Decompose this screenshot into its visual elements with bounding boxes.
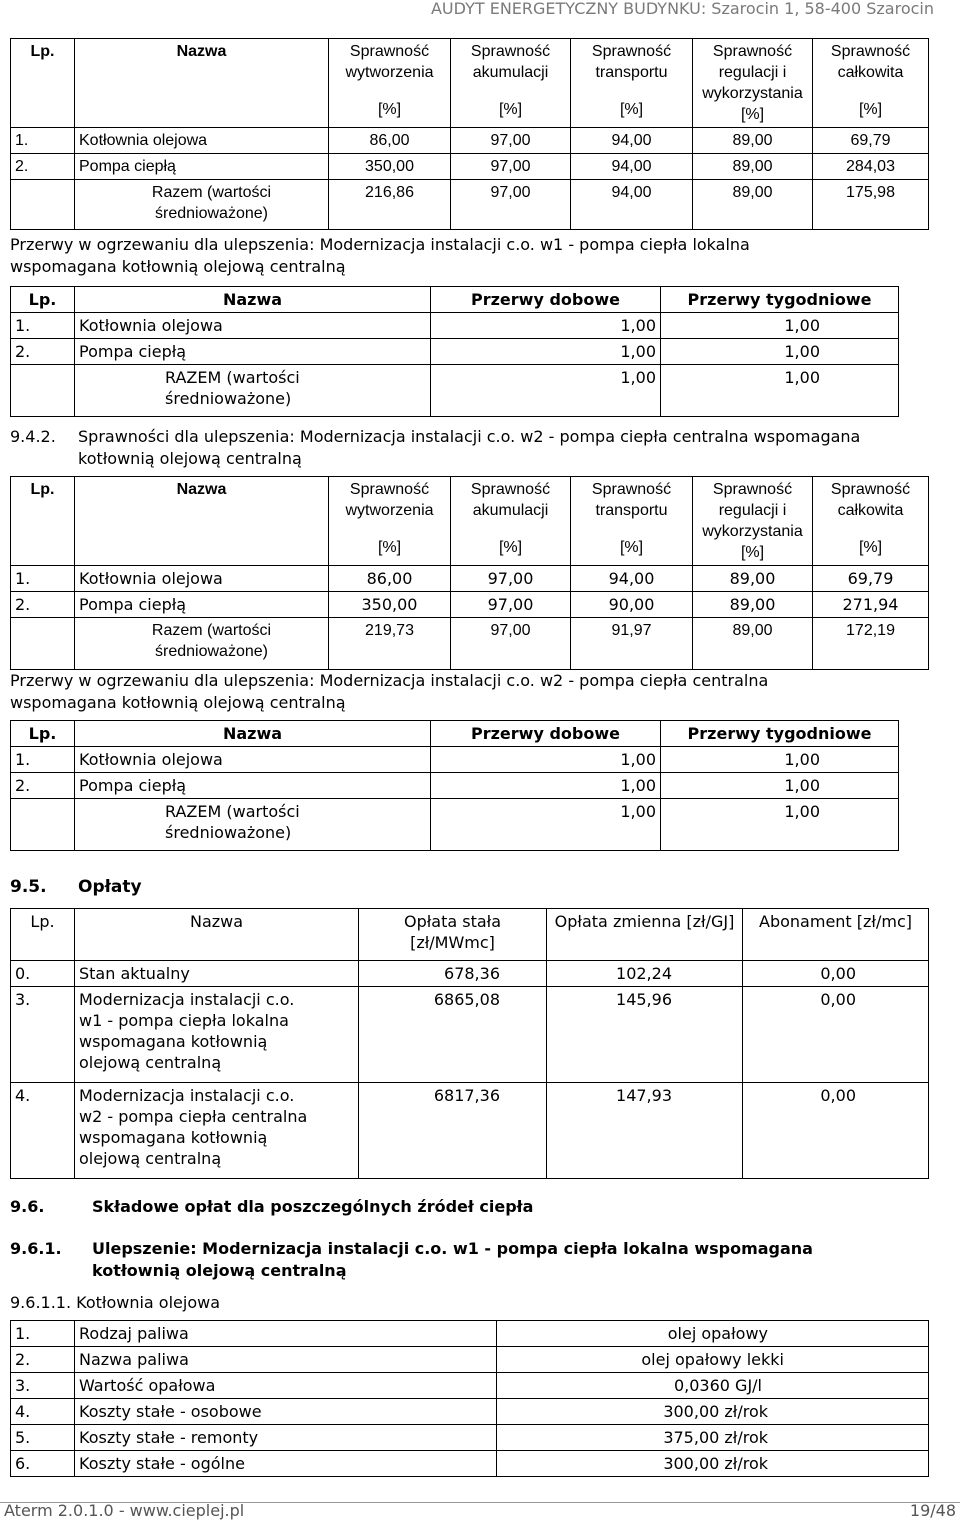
table-row: 2. Pompa ciepłą 350,00 97,00 94,00 89,00 284,03 — [11, 154, 929, 180]
table-row: 0. Stan aktualny 678,36 102,24 0,00 — [11, 961, 929, 987]
breaks-caption-2: Przerwy w ogrzewaniu dla ulepszenia: Modernizacja instalacji c.o. w2 - pompa ciepła centralna wspomagana kotłownią olejową centralną — [10, 671, 769, 712]
total-row: RAZEM (wartości średnioważone) 1,00 1,00 — [11, 799, 899, 851]
section-96-title: Składowe opłat dla poszczególnych źródeł ciepła — [92, 1197, 534, 1216]
col-name: Nazwa — [75, 39, 329, 128]
footer-page-number: 19/48 — [909, 1501, 956, 1520]
section-961-title: Ulepszenie: Modernizacja instalacji c.o. w1 - pompa ciepła lokalna wspomagana kotłownią olejową centralną — [92, 1239, 813, 1280]
section-95-number: 9.5. — [10, 877, 47, 897]
table-row: 5. Koszty stałe - remonty 375,00 zł/rok — [11, 1425, 929, 1451]
efficiency-table-1 — [10, 38, 929, 230]
total-row: RAZEM (wartości średnioważone) 1,00 1,00 — [11, 365, 899, 417]
col-total: Sprawność całkowita [%] — [813, 39, 929, 128]
section-9611-title: 9.6.1.1. Kotłownia olejowa — [10, 1293, 221, 1312]
table-row: 4. Koszty stałe - osobowe 300,00 zł/rok — [11, 1399, 929, 1425]
table-row: 3. Modernizacja instalacji c.o. w1 - pompa ciepła lokalna wspomagana kotłownią olejową centralną 6865,08 145,96 0,00 — [11, 987, 929, 1083]
table-row: 2. Pompa ciepłą 1,00 1,00 — [11, 773, 899, 799]
section-942-number: 9.4.2. — [10, 427, 56, 446]
table-row: 4. Modernizacja instalacji c.o. w2 - pompa ciepła centralna wspomagana kotłownią olejową centralną 6817,36 147,93 0,00 — [11, 1083, 929, 1179]
table-row: 1. Kotłownia olejowa 86,00 97,00 94,00 89,00 69,79 — [11, 566, 929, 592]
col-transport: Sprawność transportu [%] — [571, 39, 693, 128]
breaks-caption-1: Przerwy w ogrzewaniu dla ulepszenia: Modernizacja instalacji c.o. w1 - pompa ciepła lokalna wspomagana kotłownią olejową centralną — [10, 235, 750, 276]
params-table — [10, 1320, 929, 1477]
col-regulation: Sprawność regulacji i wykorzystania [%] — [693, 39, 813, 128]
table-row: 2. Nazwa paliwa olej opałowy lekki — [11, 1347, 929, 1373]
breaks-table-2: Lp. Nazwa Przerwy dobowe Przerwy tygodniowe 1. Kotłownia olejowa 1,00 1,00 2. Pompa ciepłą 1,00 1,00 RAZEM (wartości średnioważone) 1,00 1,00 — [10, 720, 899, 851]
table-row: 3. Wartość opałowa 0,0360 GJ/l — [11, 1373, 929, 1399]
footer-left: Aterm 2.0.1.0 - www.cieplej.pl — [4, 1501, 245, 1520]
fees-table: Lp. Nazwa Opłata stała [zł/MWmc] Opłata zmienna [zł/GJ] Abonament [zł/mc] 0. Stan aktualny 678,36 102,24 0,00 3. Modernizacja instalacji c.o. w1 - pompa ciepła lokalna wspomagana kotłownią olejową centralną 6865,08 145,96 0,00 4. Modernizacja instalacji c.o. w2 - pompa ciepła centralna wspomagana kotłownią olejową centralną 6817,36 147,93 0,00 — [10, 908, 929, 1179]
table-row: 1. Kotłownia olejowa 86,00 97,00 94,00 89,00 69,79 — [11, 128, 929, 154]
total-row: Razem (wartości średnioważone) 219,73 97,00 91,97 89,00 172,19 — [11, 618, 929, 670]
section-96-number: 9.6. — [10, 1197, 45, 1216]
breaks-table-1: Lp. Nazwa Przerwy dobowe Przerwy tygodniowe 1. Kotłownia olejowa 1,00 1,00 2. Pompa ciepłą 1,00 1,00 RAZEM (wartości średnioważone) 1,00 1,00 — [10, 286, 899, 417]
page-header: AUDYT ENERGETYCZNY BUDYNKU: Szarocin 1, 58-400 Szarocin — [430, 0, 934, 18]
section-961-number: 9.6.1. — [10, 1239, 62, 1258]
col-lp: Lp. — [11, 39, 75, 128]
col-storage: Sprawność akumulacji [%] — [451, 39, 571, 128]
col-production: Sprawność wytworzenia [%] — [329, 39, 451, 128]
table-row: 2. Pompa ciepłą 350,00 97,00 90,00 89,00 271,94 — [11, 592, 929, 618]
table-row: 1. Kotłownia olejowa 1,00 1,00 — [11, 747, 899, 773]
table-row: 1. Kotłownia olejowa 1,00 1,00 — [11, 313, 899, 339]
section-942-title: Sprawności dla ulepszenia: Modernizacja instalacji c.o. w2 - pompa ciepła centralna wspomagana kotłownią olejową centralną — [78, 427, 861, 468]
table-row: 2. Pompa ciepłą 1,00 1,00 — [11, 339, 899, 365]
efficiency-table-2: Lp. Nazwa Sprawność wytworzenia [%] Sprawność akumulacji [%] Sprawność transportu [%] Sprawność regulacji i wykorzystania [%] Sprawność całkowita [%] 1. Kotłownia olejowa 86,00 97,00 94,00 89,00 69,79 2. Pompa ciepłą 350,00 97,00 90,00 89,00 271,94 Razem (wartości średnioważone) 219,73 97,00 91,97 89,00 172,19 — [10, 476, 929, 670]
total-row: Razem (wartości średnioważone) 216,86 97,00 94,00 89,00 175,98 — [11, 180, 929, 230]
table-row: 6. Koszty stałe - ogólne 300,00 zł/rok — [11, 1451, 929, 1477]
section-95-title: Opłaty — [78, 877, 142, 897]
table-row: 1. Rodzaj paliwa olej opałowy — [11, 1321, 929, 1347]
